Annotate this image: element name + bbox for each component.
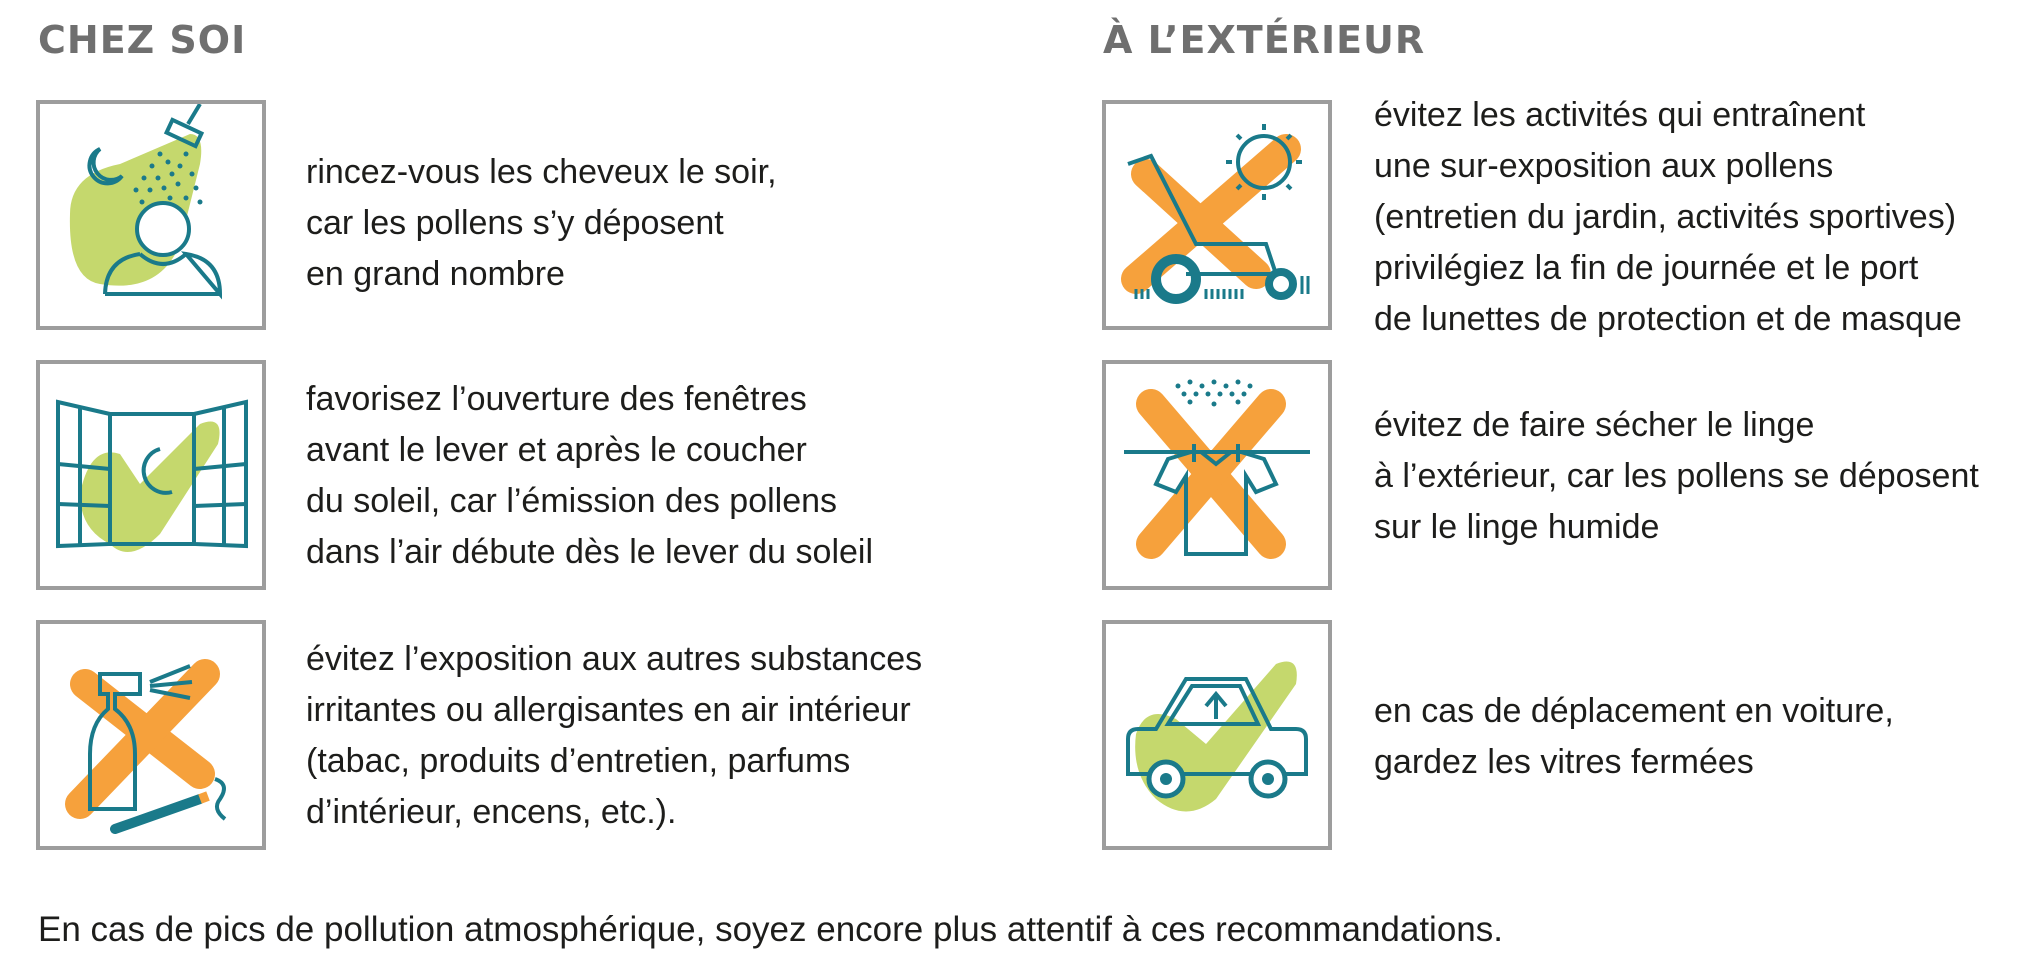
text-line: d’intérieur, encens, etc.).: [306, 793, 677, 831]
home-heading: CHEZ SOI: [38, 18, 247, 62]
text-line: (entretien du jardin, activités sportives): [1374, 198, 1957, 236]
outdoor-tip-3-text: [1374, 686, 1894, 788]
text-line: en grand nombre: [306, 255, 565, 293]
home-tip-2-text: [306, 374, 873, 578]
outdoor-tip-1-icon-box: [1102, 100, 1332, 330]
text-line: évitez l’exposition aux autres substances: [306, 640, 923, 678]
home-tip-1-icon-box: [36, 100, 266, 330]
text-line: une sur-exposition aux pollens: [1374, 147, 1834, 185]
lawnmower-sun-icon: [1106, 104, 1328, 326]
window-icon: [40, 364, 262, 586]
shower-icon: [40, 104, 262, 326]
text-line: dans l’air débute dès le lever du soleil: [306, 533, 874, 571]
text-line: de lunettes de protection et de masque: [1374, 300, 1962, 338]
outdoor-tip-2-text: [1374, 400, 1979, 553]
text-line: rincez-vous les cheveux le soir,: [306, 153, 777, 191]
home-tip-3-icon-box: [36, 620, 266, 850]
outdoor-tip-2-icon-box: [1102, 360, 1332, 590]
car-window-icon: [1106, 624, 1328, 846]
text-line: favorisez l’ouverture des fenêtres: [306, 380, 807, 418]
outdoor-heading: À L’EXTÉRIEUR: [1103, 18, 1426, 62]
text-line: irritantes ou allergisantes en air intérieur: [306, 691, 911, 729]
home-tip-2-icon-box: [36, 360, 266, 590]
text-line: évitez les activités qui entraînent: [1374, 96, 1866, 134]
text-line: évitez de faire sécher le linge: [1374, 406, 1815, 444]
text-line: sur le linge humide: [1374, 508, 1660, 546]
text-line: (tabac, produits d’entretien, parfums: [306, 742, 851, 780]
home-tip-3-text: [306, 634, 922, 838]
home-tip-1-text: [306, 147, 777, 300]
text-line: gardez les vitres fermées: [1374, 743, 1754, 781]
laundry-icon: [1106, 364, 1328, 586]
outdoor-tip-1-text: [1374, 90, 1962, 345]
text-line: en cas de déplacement en voiture,: [1374, 692, 1894, 730]
text-line: avant le lever et après le coucher: [306, 431, 807, 469]
spray-cigarette-icon: [40, 624, 262, 846]
text-line: car les pollens s’y déposent: [306, 204, 724, 242]
text-line: à l’extérieur, car les pollens se déposent: [1374, 457, 1979, 495]
text-line: privilégiez la fin de journée et le port: [1374, 249, 1919, 287]
text-line: du soleil, car l’émission des pollens: [306, 482, 838, 520]
outdoor-tip-3-icon-box: [1102, 620, 1332, 850]
footer-note: En cas de pics de pollution atmosphérique, soyez encore plus attentif à ces recommandations.: [38, 910, 1503, 949]
